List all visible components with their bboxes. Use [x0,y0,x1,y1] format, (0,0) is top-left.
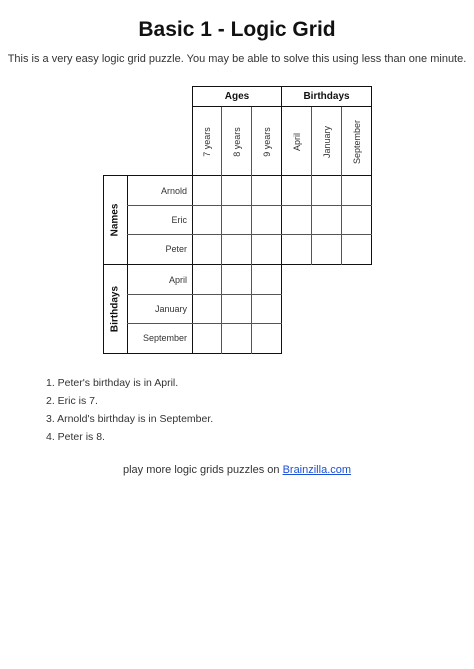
cell-peter-january[interactable] [312,234,341,263]
cell-eric-april[interactable] [282,205,311,234]
clue-item: 3. Arnold's birthday is in September. [46,413,214,425]
column-group-ages-header: Ages [192,87,282,107]
cell-arnold-8-years[interactable] [222,176,251,205]
cell-april-7-years[interactable] [192,265,221,294]
column-label-7-years: 7 years [201,126,212,157]
footer [0,464,474,476]
cell-eric-8-years[interactable] [222,205,251,234]
cell-january-8-years[interactable] [222,294,251,323]
cell-september-7-years[interactable] [192,323,221,352]
row-label-april: April [168,274,187,285]
cell-eric-9-years[interactable] [252,205,281,234]
column-label-april: April [291,132,302,151]
clue-list [46,377,213,449]
row-group-birthdays-header: Birthdays [109,285,121,333]
row-label-september: September [142,332,187,343]
clue-item: 1. Peter's birthday is in April. [46,377,179,389]
brainzilla-link[interactable]: Brainzilla.com [282,464,352,476]
cell-peter-september[interactable] [342,234,371,263]
page-title: Basic 1 - Logic Grid [138,18,336,41]
row-label-eric: Eric [171,214,187,225]
cell-peter-9-years[interactable] [252,234,281,263]
cell-eric-7-years[interactable] [192,205,221,234]
clue-item: 2. Eric is 7. [46,395,98,407]
row-label-peter: Peter [165,243,187,254]
column-label-september: September [351,119,362,164]
row-group-names-header: Names [109,203,121,237]
cell-peter-8-years[interactable] [222,234,251,263]
cell-peter-7-years[interactable] [192,234,221,263]
clue-item: 4. Peter is 8. [46,431,105,443]
row-label-january: January [154,303,187,314]
cell-arnold-7-years[interactable] [192,176,221,205]
column-group-birthdays-header: Birthdays [281,87,372,107]
cell-september-9-years[interactable] [252,323,281,352]
cell-april-9-years[interactable] [252,265,281,294]
column-label-january: January [321,125,332,158]
footer-text: play more logic grids puzzles on [122,464,280,476]
cell-peter-april[interactable] [282,234,311,263]
cell-arnold-january[interactable] [312,176,341,205]
column-label-8-years: 8 years [231,126,242,157]
cell-arnold-april[interactable] [282,176,311,205]
cell-eric-january[interactable] [312,205,341,234]
cell-arnold-september[interactable] [342,176,371,205]
cell-arnold-9-years[interactable] [252,176,281,205]
cell-september-8-years[interactable] [222,323,251,352]
cell-january-9-years[interactable] [252,294,281,323]
cell-april-8-years[interactable] [222,265,251,294]
row-label-arnold: Arnold [160,185,187,196]
page-subtitle: This is a very easy logic grid puzzle. You may be able to solve this using less than one minute. [7,53,467,65]
column-label-9-years: 9 years [261,126,272,157]
cell-eric-september[interactable] [342,205,371,234]
cell-january-7-years[interactable] [192,294,221,323]
